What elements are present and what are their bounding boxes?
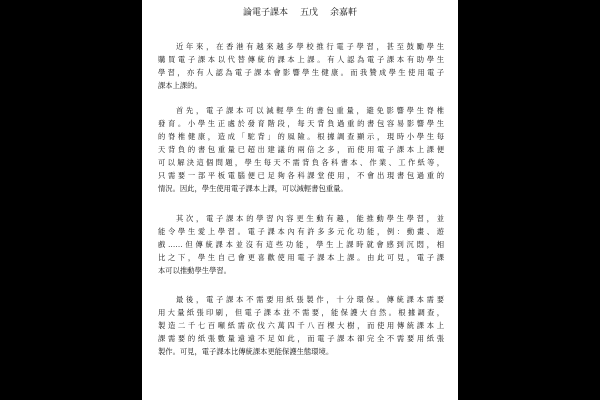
- paragraph-second-argument: [158, 212, 444, 277]
- paragraph-intro: [158, 40, 444, 92]
- paragraph-third-argument: [158, 293, 444, 358]
- class-label: 五戊: [299, 8, 318, 18]
- essay-title: 論電子課本: [242, 8, 288, 18]
- text-line: 天背負的書包重量已超出建議的兩倍之多，而使用電子課本上課便: [158, 145, 444, 154]
- text-line: 可以解決這個問題，學生每天不需背負各科書本、作業、工作紙等，: [158, 158, 444, 167]
- document-page: [142, 0, 458, 400]
- text-line: 最後，電子課本不需要用紙張製作，十分環保。傳統課本需要: [176, 295, 444, 304]
- text-line: 發育。小學生正處於發育階段，每天背負過重的書包容易影響學生: [158, 119, 444, 128]
- author-name: 余嘉軒: [330, 8, 358, 18]
- text-line: 用大量紙張印刷，但電子課本並不需要，能保護大自然。根據調查，: [158, 308, 444, 317]
- text-line: 只需要一部平板電腦便已足夠各科課堂使用，不會出現書包過重的: [158, 171, 444, 180]
- text-line: 能令學生愛上學習。電子課本內有許多多元化功能，例：動畫、遊: [158, 227, 444, 236]
- text-line: 情況。因此，學生使用電子課本上課，可以減輕書包重量。: [158, 184, 348, 193]
- text-line: 製造二千七百噸紙需砍伐六萬四千八百棵大樹，而使用傳統課本上: [158, 321, 444, 330]
- text-line: 課需要的紙張數量遠遠不足如此，而電子課本卻完全不需要用紙張: [158, 334, 444, 343]
- text-line: 課本上課的。: [158, 81, 202, 90]
- document-title-line: [142, 8, 458, 19]
- text-line: 學習，亦有人認為電子課本會影響學生健康。而我贊成學生使用電子: [158, 68, 444, 77]
- text-line: 製作。可見，電子課本比傳統課本更能保護生態環境。: [158, 347, 334, 356]
- text-line: 其次，電子課本的學習內容更生動有趣，能推動學生學習，並: [176, 214, 444, 223]
- text-line: 比之下，學生自己會更喜歡使用電子課本上課。由此可見，電子課: [158, 253, 444, 262]
- text-line: 戲……但傳統課本並沒有這些功能，學生上課時就會感到沉悶，相: [158, 240, 444, 249]
- text-line: 本可以推動學生學習。: [158, 266, 231, 275]
- text-line: 首先，電子課本可以減輕學生的書包重量，避免影響學生脊椎: [176, 106, 444, 115]
- text-line: 的脊椎健康，造成「駝背」的風險。根據調查顯示，現時小學生每: [158, 132, 444, 141]
- text-line: 購買電子課本以代替傳統的課本上課。有人認為電子課本有助學生: [158, 55, 444, 64]
- text-line: 近年來，在香港有越來越多學校推行電子學習，甚至鼓勵學生: [176, 42, 444, 51]
- paragraph-first-argument: [158, 104, 444, 195]
